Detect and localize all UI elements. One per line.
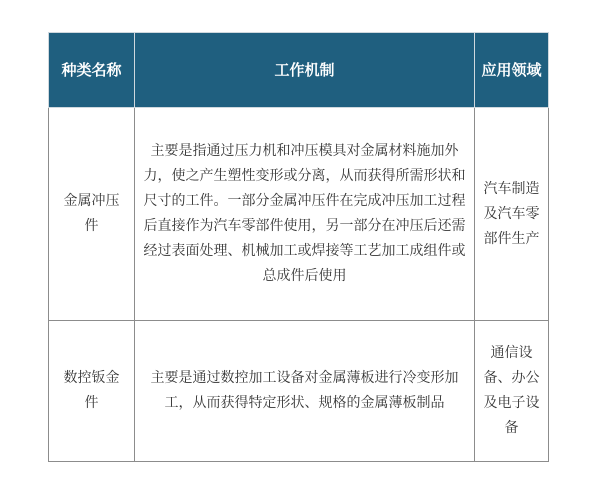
- cell-application: 汽车制造及汽车零部件生产: [475, 108, 549, 321]
- comparison-table: [48, 32, 549, 462]
- table-row: [49, 108, 549, 321]
- cell-mechanism: 主要是指通过压力机和冲压模具对金属材料施加外力，使之产生塑性变形或分离，从而获得所需形状和尺寸的工件。一部分金属冲压件在完成冲压加工过程后直接作为汽车零部件使用，另一部分在冲压后还需经过表面处理、机械加工或焊接等工艺加工成组件或总成件后使用: [135, 108, 475, 321]
- cell-type: 数控钣金件: [49, 321, 135, 462]
- cell-application: 通信设备、办公及电子设备: [475, 321, 549, 462]
- header-type-name: 种类名称: [49, 33, 135, 108]
- cell-type: 金属冲压件: [49, 108, 135, 321]
- table-body: [49, 108, 549, 462]
- header-row: [49, 33, 549, 108]
- header-application: 应用领域: [475, 33, 549, 108]
- table-header: [49, 33, 549, 108]
- header-mechanism: 工作机制: [135, 33, 475, 108]
- table-row: [49, 321, 549, 462]
- cell-mechanism: 主要是通过数控加工设备对金属薄板进行冷变形加工，从而获得特定形状、规格的金属薄板制品: [135, 321, 475, 462]
